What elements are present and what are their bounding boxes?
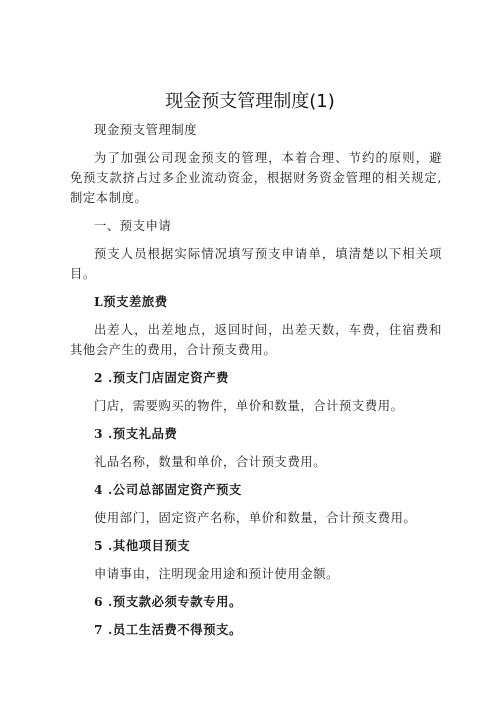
item-body-gifts: 礼品名称，数量和单价，合计预支费用。 bbox=[94, 455, 327, 469]
item-body-hq-assets: 使用部门，固定资产名称，单价和数量，合计预支费用。 bbox=[94, 511, 417, 525]
item-heading-hq-assets: 4 .公司总部固定资产预支 bbox=[94, 482, 242, 497]
item-body-store-assets: 门店，需要购买的物件，单价和数量，合计预支费用。 bbox=[94, 399, 404, 413]
paragraph-subtitle: 现金预支管理制度 bbox=[94, 123, 198, 137]
document-body bbox=[70, 120, 442, 648]
item-heading-other: 5 .其他项目预支 bbox=[94, 538, 191, 553]
paragraph-application-instructions: 预支人员根据实际情况填写预支申请单，填清楚以下相关项目。 bbox=[70, 247, 442, 281]
section-heading-advance-application: 一、预支申请 bbox=[94, 219, 172, 233]
document-title: 现金预支管理制度(1) bbox=[165, 91, 335, 112]
paragraph-intro: 为了加强公司现金预支的管理，本着合理、节约的原则，避免预支款挤占过多企业流动资金，根据财务资金管理的相关规定,制定本制度。 bbox=[70, 151, 442, 205]
item-heading-store-assets: 2 .预支门店固定资产费 bbox=[94, 370, 229, 385]
item-heading-travel: L预支差旅费 bbox=[94, 294, 168, 309]
item-rule-dedicated-use: 6 .预支款必须专款专用。 bbox=[94, 594, 242, 609]
item-heading-gifts: 3 .预支礼品费 bbox=[94, 426, 178, 441]
item-body-travel: 出差人，出差地点，返回时间，出差天数，车费，住宿费和其他会产生的费用，合计预支费用。 bbox=[70, 323, 442, 357]
item-rule-no-living-expense: 7 .员工生活费不得预支。 bbox=[94, 622, 242, 637]
item-body-other: 申请事由，注明现金用途和预计使用金额。 bbox=[94, 567, 340, 581]
